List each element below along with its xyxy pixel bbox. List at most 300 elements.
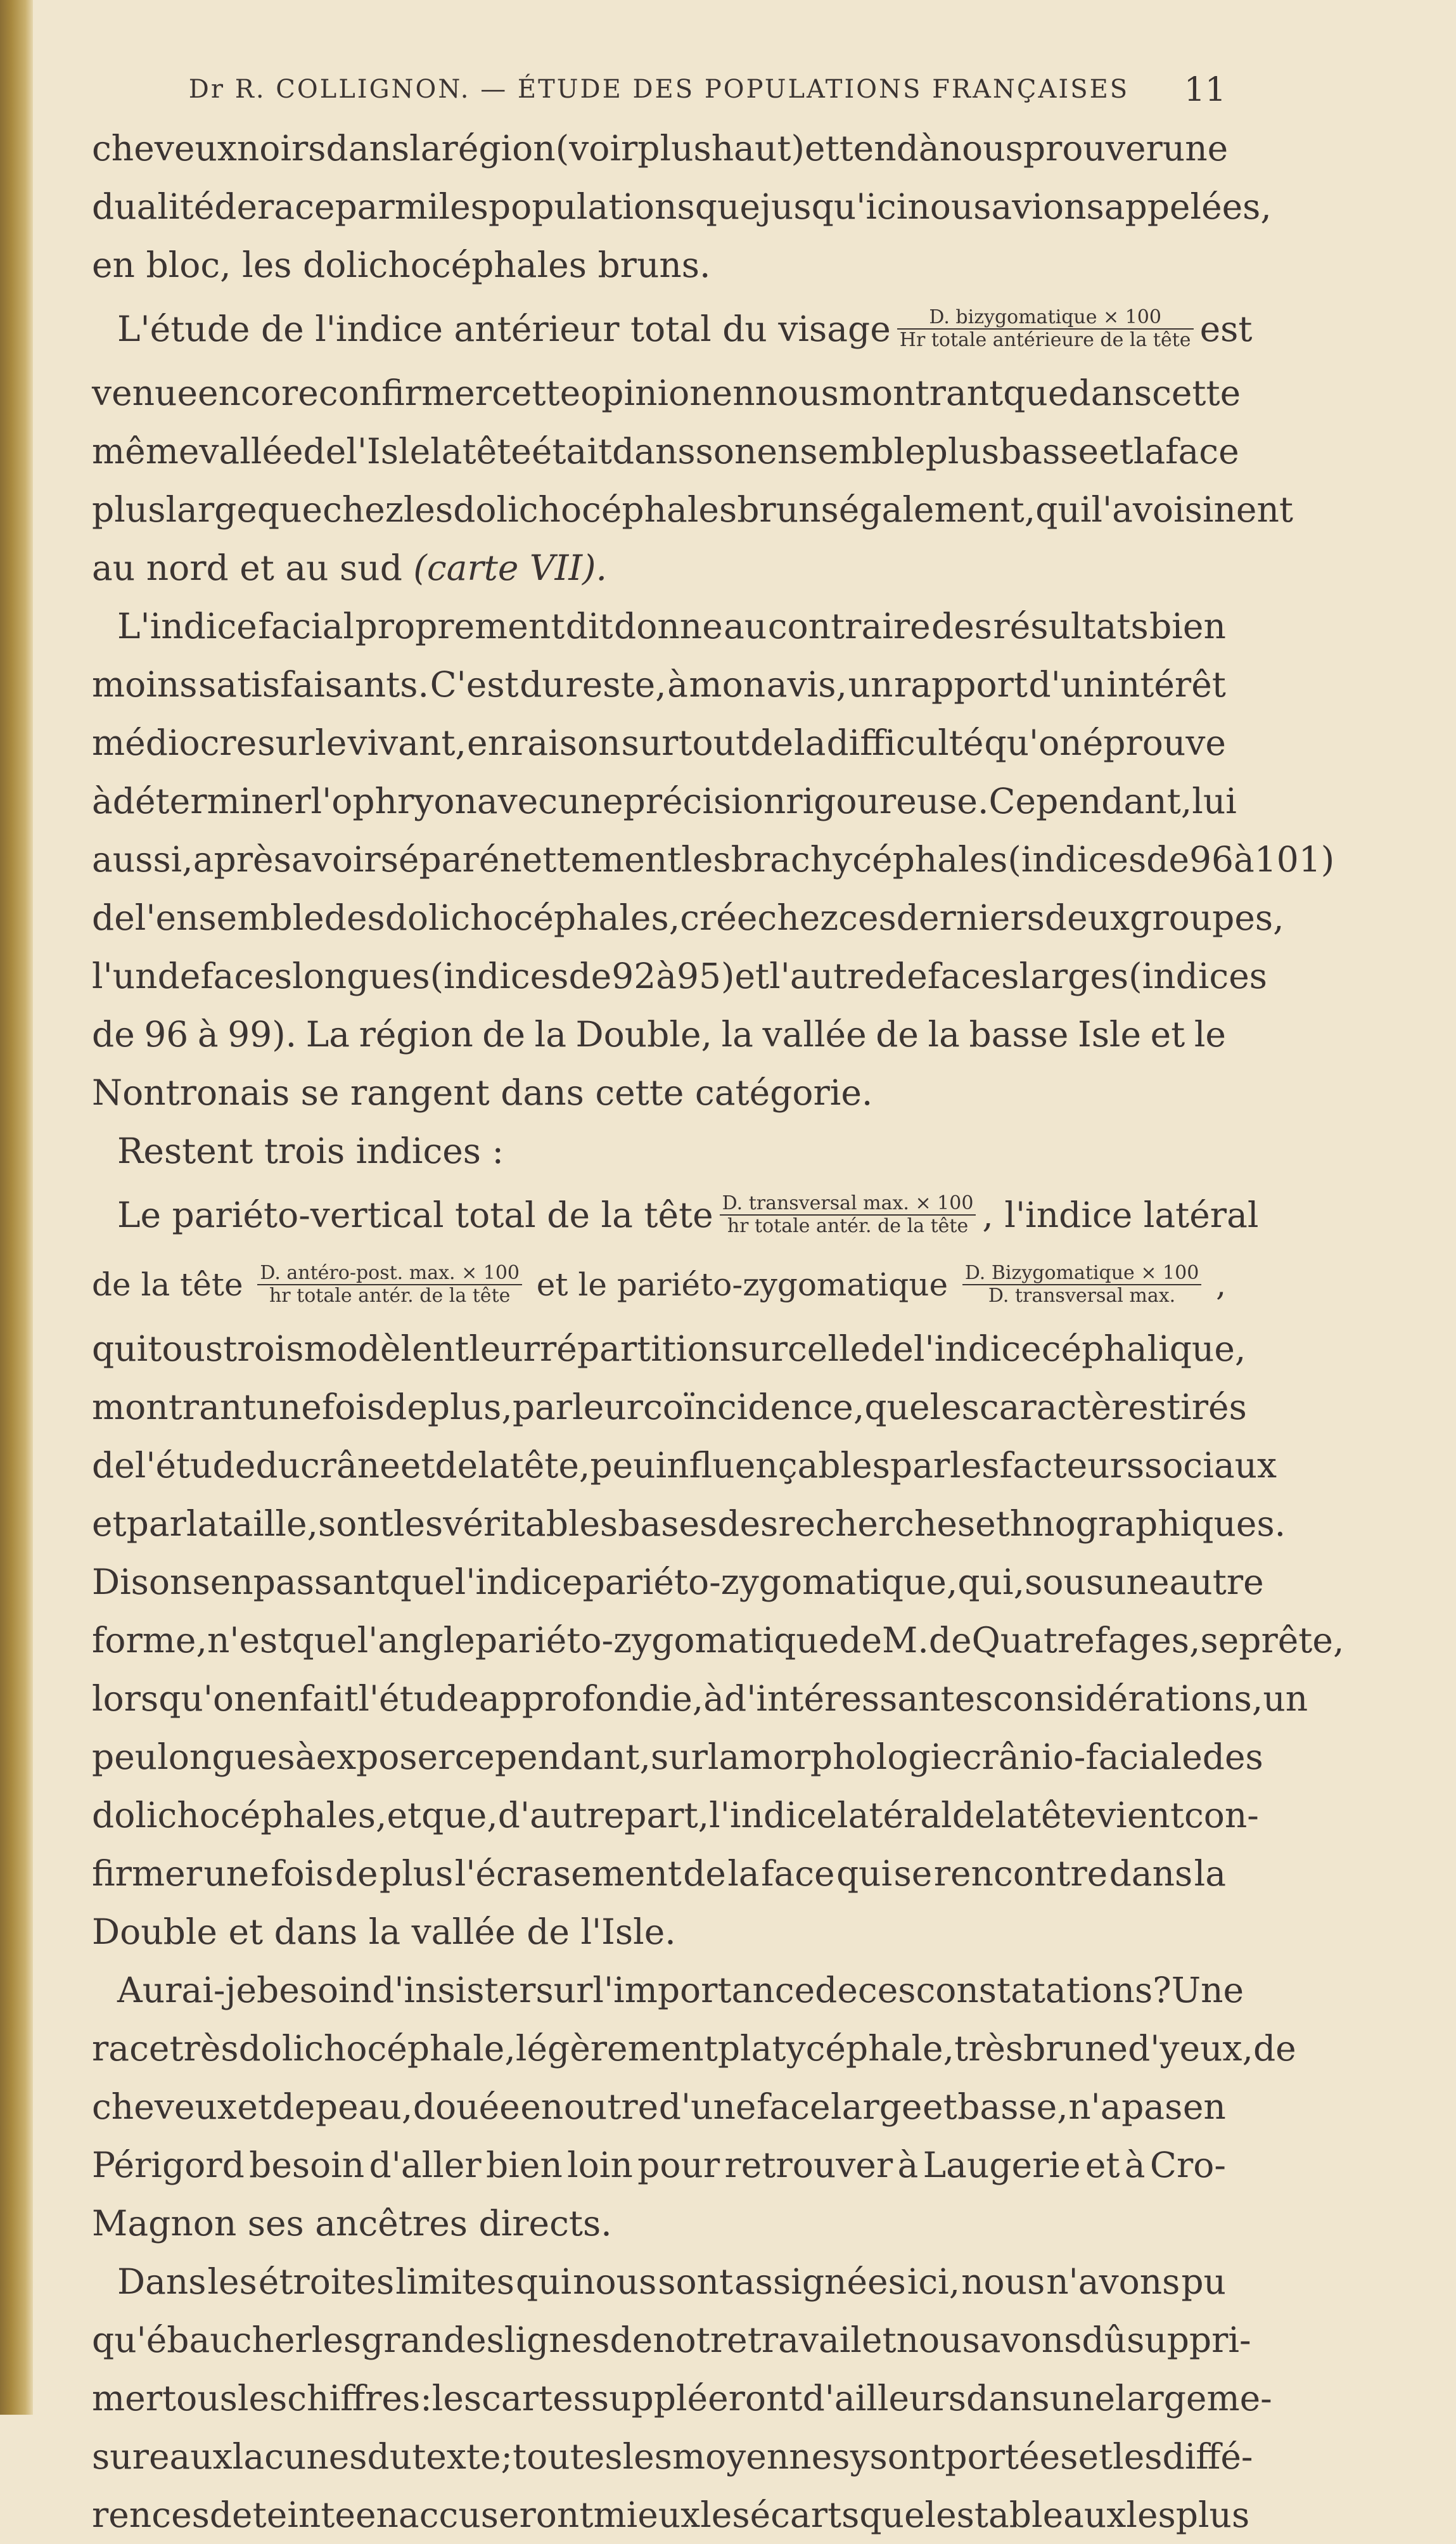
word: l'indice bbox=[709, 1795, 838, 1835]
word: opinion bbox=[580, 373, 712, 413]
word: nous bbox=[573, 2261, 657, 2302]
word: une bbox=[1049, 2378, 1116, 2419]
lateral-index-line: de la tête $\frac{\text{D. antéro-post. max. × 100}}{\text{hr totale antér. de la tête}}$ et le pariéto-zygomatique $\frac{\text{D. Bizygomatique × 100}}{\text{D. transversal max.}}$ , bbox=[92, 1262, 1226, 1307]
word: sur bbox=[535, 1970, 593, 2010]
word: qui, bbox=[957, 1562, 1025, 1602]
word: de bbox=[683, 1853, 726, 1894]
parieto-vertical-line: Le pariéto-vertical total de la tête $\frac{\text{D. transversal max. × 100}}{\text{hr totale antér. de la tête}}$ , l'indice latéral bbox=[117, 1192, 1259, 1237]
word: céphalique, bbox=[1041, 1328, 1246, 1369]
word: mieux bbox=[593, 2495, 701, 2535]
word: leur bbox=[572, 1387, 643, 1427]
word: d'une bbox=[658, 2086, 757, 2127]
word: derniers bbox=[896, 897, 1045, 938]
word: la bbox=[727, 1853, 760, 1894]
word: besoin bbox=[249, 2145, 365, 2185]
word: peu bbox=[92, 1737, 158, 1777]
word: Isle bbox=[1077, 1014, 1142, 1055]
word: C'est bbox=[430, 664, 519, 705]
word: la bbox=[707, 1737, 740, 1777]
word: du bbox=[520, 664, 565, 705]
word: pariéto-zygomatique bbox=[475, 1620, 840, 1661]
word: vient bbox=[1096, 1795, 1184, 1835]
word: la bbox=[478, 1445, 510, 1486]
word: larges bbox=[1019, 956, 1129, 996]
word: loin bbox=[567, 2145, 633, 2185]
word: crânio-faciale bbox=[962, 1737, 1203, 1777]
word: dans bbox=[966, 2378, 1050, 2419]
word: à bbox=[703, 1678, 725, 1719]
word: de bbox=[610, 2320, 653, 2360]
word: ces bbox=[838, 897, 897, 938]
word: plus bbox=[379, 1853, 454, 1894]
text-line bbox=[92, 2136, 1226, 2194]
map-reference: (carte VII). bbox=[413, 548, 607, 588]
word: nous bbox=[896, 2320, 980, 2360]
word: à bbox=[656, 956, 677, 996]
word: facteurs bbox=[999, 1445, 1145, 1486]
word: à bbox=[92, 781, 113, 821]
word: résultats bbox=[993, 606, 1149, 646]
word: nous bbox=[907, 186, 992, 227]
word: une bbox=[203, 1853, 269, 1894]
word: celle bbox=[788, 1328, 871, 1369]
word: l'un bbox=[92, 956, 158, 996]
word: de bbox=[815, 1970, 858, 2010]
word: le bbox=[315, 723, 347, 763]
word: bases bbox=[618, 1503, 718, 1544]
text-line: en bloc, les dolichocéphales bruns. bbox=[92, 245, 711, 285]
word: chiffres bbox=[287, 2378, 421, 2419]
word: dit bbox=[565, 606, 613, 646]
word: longues bbox=[157, 1737, 295, 1777]
word: et bbox=[386, 1795, 422, 1835]
word: large bbox=[165, 489, 257, 530]
word: en bbox=[1182, 2086, 1226, 2127]
word: de bbox=[209, 2495, 253, 2535]
word: teinte bbox=[252, 2495, 355, 2535]
word: 101) bbox=[1254, 839, 1335, 880]
word: parmi bbox=[335, 186, 439, 227]
word: les bbox=[438, 186, 489, 227]
word: sur bbox=[651, 1737, 708, 1777]
text-line bbox=[92, 364, 1241, 422]
word: montrant bbox=[838, 373, 1004, 413]
word: assignées bbox=[734, 2261, 906, 2302]
word: proprement bbox=[355, 606, 565, 646]
text-line bbox=[92, 772, 1237, 830]
word: 92 bbox=[611, 956, 656, 996]
word: race bbox=[257, 186, 335, 227]
word: moins bbox=[92, 664, 198, 705]
word: satisfaisants. bbox=[198, 664, 429, 705]
word: bien bbox=[1149, 606, 1226, 646]
word: les bbox=[700, 2495, 750, 2535]
word: rigoureuse. bbox=[786, 781, 989, 821]
word: facial bbox=[258, 606, 355, 646]
word: rapport bbox=[893, 664, 1028, 705]
word: notre bbox=[653, 2320, 748, 2360]
word: l'avoisinent bbox=[1091, 489, 1294, 530]
anterior-index-formula: $\frac{\text{D. bizygomatique × 100}}{\text{Hr totale antérieure de la tête}}$ bbox=[897, 307, 1194, 351]
word: les bbox=[1113, 2436, 1163, 2477]
word: d'yeux, bbox=[1128, 2028, 1253, 2069]
word: face bbox=[757, 2086, 831, 2127]
word: qui bbox=[515, 2261, 572, 2302]
text-line: au nord et au sud (carte VII). bbox=[92, 539, 1226, 597]
word: de bbox=[884, 956, 928, 996]
word: l'angle bbox=[357, 1620, 475, 1661]
word: que bbox=[859, 2495, 925, 2535]
word: fois bbox=[271, 1853, 334, 1894]
word: la bbox=[186, 1503, 219, 1544]
running-head bbox=[92, 71, 1226, 119]
text-line bbox=[92, 422, 1239, 480]
text-line bbox=[92, 1494, 1286, 1553]
text-line bbox=[92, 480, 1294, 539]
word: dolichocéphales, bbox=[385, 897, 680, 938]
word: de bbox=[750, 723, 793, 763]
word: peu bbox=[590, 1445, 656, 1486]
word: Laugerie bbox=[923, 2145, 1081, 2185]
word: et bbox=[237, 2086, 272, 2127]
word: et bbox=[734, 956, 770, 996]
word: nous bbox=[961, 2261, 1045, 2302]
word: lui bbox=[1192, 781, 1237, 821]
word: Disons bbox=[92, 1562, 210, 1602]
word: mon bbox=[689, 664, 766, 705]
word: répartition bbox=[539, 1328, 731, 1369]
word: fait bbox=[299, 1678, 359, 1719]
word: et bbox=[861, 2320, 897, 2360]
word: de bbox=[839, 1620, 883, 1661]
word: même bbox=[92, 431, 200, 472]
word: sont bbox=[318, 1503, 393, 1544]
text-line bbox=[92, 177, 1272, 236]
word: avoir bbox=[291, 839, 381, 880]
word: se bbox=[1200, 1620, 1239, 1661]
text-line bbox=[92, 1728, 1263, 1786]
word: faces bbox=[200, 956, 293, 996]
text-line bbox=[92, 2252, 1226, 2311]
word: constatations? bbox=[916, 1970, 1172, 2010]
word: légèrement bbox=[515, 2028, 718, 2069]
word: n'est bbox=[207, 1620, 292, 1661]
word: une bbox=[1104, 1562, 1170, 1602]
word: dû bbox=[1082, 2320, 1127, 2360]
body-text bbox=[92, 119, 1344, 2544]
word: l'étude bbox=[358, 1678, 479, 1719]
word: une bbox=[256, 1387, 322, 1427]
word: à bbox=[897, 2145, 919, 2185]
word: en bbox=[355, 2495, 399, 2535]
word: encore bbox=[198, 373, 319, 413]
word: mer bbox=[92, 2378, 162, 2419]
word: un bbox=[1263, 1678, 1308, 1719]
word: basse bbox=[999, 431, 1099, 472]
word: de bbox=[435, 1445, 478, 1486]
word: (voir bbox=[555, 128, 638, 169]
word: basse bbox=[969, 1014, 1069, 1055]
word: également, bbox=[838, 489, 1036, 530]
text-line bbox=[92, 1005, 1226, 1063]
word: un bbox=[848, 664, 893, 705]
word: à bbox=[1124, 2145, 1146, 2185]
word: tête bbox=[462, 431, 532, 472]
word: à bbox=[1234, 839, 1255, 880]
word: part, bbox=[624, 1795, 710, 1835]
word: Cro- bbox=[1149, 2145, 1226, 2185]
text-line bbox=[92, 2078, 1226, 2136]
word: chez bbox=[757, 897, 839, 938]
word: étroites bbox=[258, 2261, 395, 2302]
word: une bbox=[558, 781, 623, 821]
word: deux bbox=[1044, 897, 1130, 938]
word: les bbox=[929, 1387, 980, 1427]
text-line bbox=[92, 2427, 1253, 2486]
word: nous bbox=[939, 128, 1023, 169]
word: tend bbox=[839, 128, 919, 169]
word: con- bbox=[1184, 1795, 1259, 1835]
word: grandes bbox=[361, 2320, 504, 2360]
word: plus bbox=[1175, 2495, 1250, 2535]
word: portées bbox=[945, 2436, 1078, 2477]
word: très bbox=[169, 2028, 239, 2069]
word: de bbox=[92, 897, 135, 938]
word: séparé bbox=[380, 839, 500, 880]
word: d'un bbox=[1028, 664, 1106, 705]
word: par bbox=[126, 1503, 186, 1544]
word: une bbox=[1162, 128, 1229, 169]
word: l'Isle bbox=[346, 431, 431, 472]
word: haut) bbox=[711, 128, 805, 169]
word: de bbox=[157, 956, 201, 996]
word: (indices bbox=[1007, 839, 1147, 880]
text-line: Magnon ses ancêtres directs. bbox=[92, 2203, 612, 2244]
word: par bbox=[512, 1387, 573, 1427]
text-line bbox=[92, 947, 1268, 1005]
word: pu bbox=[1181, 2261, 1226, 2302]
text-line bbox=[92, 2311, 1251, 2369]
word: : bbox=[420, 2378, 432, 2419]
word: écarts bbox=[750, 2495, 860, 2535]
word: autre bbox=[1169, 1562, 1264, 1602]
word: d'insister bbox=[372, 1970, 536, 2010]
word: à bbox=[667, 664, 688, 705]
word: de bbox=[335, 1853, 378, 1894]
word: et bbox=[1099, 431, 1134, 472]
text-line bbox=[92, 1611, 1344, 1669]
word: qui bbox=[836, 1853, 893, 1894]
word: Périgord bbox=[92, 2145, 245, 2185]
word: en bbox=[210, 1562, 253, 1602]
text-line: Restent trois indices : bbox=[117, 1131, 504, 1171]
word: (indices bbox=[430, 956, 569, 996]
text-line bbox=[92, 1786, 1259, 1844]
word: Dans bbox=[117, 2261, 207, 2302]
word: dolichocéphale, bbox=[238, 2028, 516, 2069]
word: l'écrasement bbox=[454, 1853, 682, 1894]
word: d'ailleurs bbox=[802, 2378, 966, 2419]
text-line bbox=[92, 1378, 1247, 1436]
word: passant bbox=[253, 1562, 390, 1602]
word: jusqu'ici bbox=[760, 186, 908, 227]
word: en bbox=[256, 1678, 300, 1719]
word: 96 bbox=[144, 1014, 189, 1055]
word: tête, bbox=[509, 1445, 591, 1486]
word: les bbox=[237, 2378, 288, 2419]
word: les bbox=[207, 2261, 257, 2302]
word: à bbox=[295, 1737, 316, 1777]
word: de bbox=[871, 1328, 914, 1369]
word: au bbox=[724, 606, 767, 646]
word: sur bbox=[731, 1328, 788, 1369]
word: d'intéressantes bbox=[724, 1678, 993, 1719]
word: confirmer bbox=[318, 373, 492, 413]
parieto-zygomatic-formula: $\frac{\text{D. Bizygomatique × 100}}{\text{D. transversal max.}}$ bbox=[962, 1262, 1201, 1307]
word: de bbox=[568, 956, 612, 996]
text-line bbox=[92, 655, 1226, 714]
word: recherches bbox=[778, 1503, 976, 1544]
word: chez bbox=[322, 489, 404, 530]
text-line bbox=[92, 2486, 1250, 2544]
word: précision bbox=[623, 781, 786, 821]
word: La bbox=[305, 1014, 350, 1055]
word: texte bbox=[412, 2436, 501, 2477]
word: de bbox=[92, 1014, 135, 1055]
word: et bbox=[923, 2086, 957, 2127]
word: dans bbox=[326, 128, 410, 169]
word: cheveux bbox=[92, 2086, 237, 2127]
word: de bbox=[1253, 2028, 1296, 2069]
word: éprouve bbox=[1082, 723, 1226, 763]
word: me- bbox=[1206, 2378, 1272, 2419]
word: que bbox=[1003, 373, 1069, 413]
word: large bbox=[1115, 2378, 1207, 2419]
word: son bbox=[695, 431, 757, 472]
text-line bbox=[92, 889, 1284, 947]
word: de bbox=[952, 1795, 995, 1835]
word: dualité bbox=[92, 186, 215, 227]
word: dans bbox=[1068, 373, 1153, 413]
word: l'ophryon bbox=[310, 781, 477, 821]
word: moyennes bbox=[672, 2436, 850, 2477]
word: dolichocéphales, bbox=[92, 1795, 387, 1835]
word: et bbox=[1085, 2145, 1120, 2185]
word: l'étude bbox=[134, 1445, 256, 1486]
word: de bbox=[303, 431, 347, 472]
word: reste, bbox=[565, 664, 667, 705]
word: des bbox=[717, 1503, 779, 1544]
word: la bbox=[995, 1795, 1027, 1835]
word: sociaux bbox=[1144, 1445, 1277, 1486]
word: Double, bbox=[575, 1014, 713, 1055]
word: besoin bbox=[257, 1970, 373, 2010]
word: que bbox=[257, 489, 323, 530]
word: dans bbox=[1109, 1853, 1193, 1894]
text-line bbox=[92, 1553, 1264, 1611]
word: cette bbox=[1152, 373, 1241, 413]
word: Aurai-je bbox=[117, 1970, 257, 2010]
word: aux bbox=[169, 2436, 233, 2477]
word: médiocre bbox=[92, 723, 257, 763]
text-line bbox=[92, 1436, 1277, 1494]
word: basse, bbox=[957, 2086, 1068, 2127]
word: la bbox=[1133, 431, 1166, 472]
word: vallée bbox=[199, 431, 303, 472]
word: tous bbox=[148, 1328, 224, 1369]
word: outre bbox=[563, 2086, 659, 2127]
word: face bbox=[761, 1853, 835, 1894]
word: dolichocéphales bbox=[453, 489, 738, 530]
word: Une bbox=[1171, 1970, 1244, 2010]
word: tous bbox=[162, 2378, 238, 2419]
word: par bbox=[890, 1445, 950, 1486]
word: taille, bbox=[218, 1503, 319, 1544]
word: large bbox=[831, 2086, 923, 2127]
word: après bbox=[193, 839, 291, 880]
word: les bbox=[622, 2436, 672, 2477]
word: des bbox=[324, 897, 385, 938]
word: que bbox=[291, 1620, 357, 1661]
word: vallée bbox=[762, 1014, 867, 1055]
word: du bbox=[255, 1445, 300, 1486]
word: et bbox=[92, 1503, 127, 1544]
word: latéral bbox=[837, 1795, 952, 1835]
text-line bbox=[92, 1320, 1246, 1378]
word: en bbox=[520, 2086, 564, 2127]
word: (indices bbox=[1128, 956, 1268, 996]
word: les bbox=[950, 1445, 1000, 1486]
word: des bbox=[931, 606, 993, 646]
word: fois bbox=[321, 1387, 385, 1427]
word: venue bbox=[92, 373, 198, 413]
word: morphologie bbox=[739, 1737, 962, 1777]
word: ces bbox=[857, 1970, 916, 2010]
word: avions bbox=[991, 186, 1104, 227]
word: brune bbox=[1023, 2028, 1128, 2069]
text-line: Double et dans la vallée de l'Isle. bbox=[92, 1911, 676, 1952]
word: de bbox=[272, 2086, 316, 2127]
word: du bbox=[367, 2436, 412, 2477]
word: en bbox=[712, 373, 755, 413]
word: avec bbox=[476, 781, 558, 821]
word: plus bbox=[925, 431, 1000, 472]
text-line bbox=[92, 597, 1226, 655]
word: modèlent bbox=[303, 1328, 469, 1369]
word: leur bbox=[469, 1328, 540, 1369]
word: noirs bbox=[236, 128, 326, 169]
word: déterminer bbox=[112, 781, 311, 821]
word: lacunes bbox=[232, 2436, 367, 2477]
word: difficulté bbox=[826, 723, 984, 763]
word: rencontre bbox=[933, 1853, 1108, 1894]
text-line bbox=[92, 1961, 1244, 2019]
word: l'indice bbox=[454, 1562, 583, 1602]
word: accuseront bbox=[398, 2495, 594, 2535]
word: les bbox=[431, 2378, 482, 2419]
word: travail bbox=[747, 2320, 862, 2360]
word: crée bbox=[680, 897, 758, 938]
text-line bbox=[92, 1669, 1308, 1728]
word: surtout bbox=[621, 723, 750, 763]
word: les bbox=[403, 489, 454, 530]
word: lorsqu'on bbox=[92, 1678, 257, 1719]
word: pas bbox=[1121, 2086, 1183, 2127]
word: intérêt bbox=[1106, 664, 1226, 705]
word: l'ensemble bbox=[134, 897, 324, 938]
word: Quatrefages, bbox=[971, 1620, 1201, 1661]
word: donne bbox=[614, 606, 723, 646]
